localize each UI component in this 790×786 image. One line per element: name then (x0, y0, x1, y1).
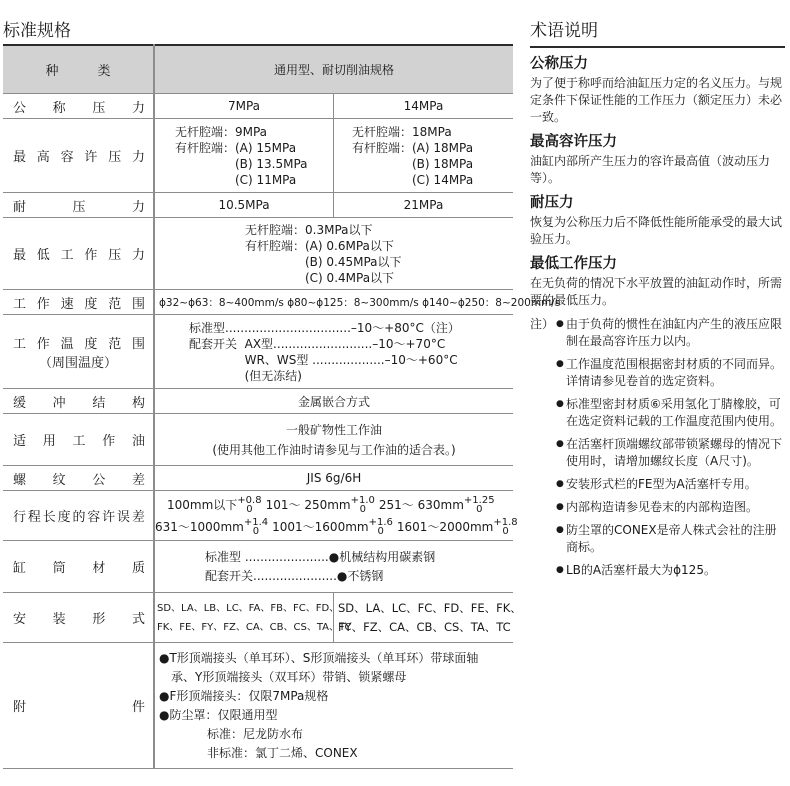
thread-tolerance-value: JIS 6g/6H (154, 466, 513, 491)
row-label-char: 范 (108, 336, 122, 352)
row-label-char: 称 (52, 100, 66, 116)
note-item (530, 436, 785, 470)
tolerance-lower: 0 (476, 504, 483, 515)
row-label-char: 工 (72, 434, 86, 449)
note-item (530, 522, 785, 556)
nominal-7mpa: 7MPa (154, 94, 334, 119)
row-label-char: 力 (131, 100, 145, 116)
note-text: 在活塞杆顶端螺纹部带锁紧螺母的情况下使用时，请增加螺纹长度（A尺寸)。 (566, 437, 783, 468)
bullet-icon: ● (556, 319, 564, 329)
term-description: 油缸内部所产生压力的容许最高值（波动压力等）。 (530, 154, 771, 185)
note-item (530, 476, 785, 493)
text-line: FY、FZ、CA、CB、CS、TA、TC (338, 619, 511, 634)
stroke-range: 1001～1600mm (272, 519, 369, 534)
row-label-char: 件 (131, 700, 145, 715)
row-label (3, 608, 153, 627)
text-line: 标准型.................................–10～+80°C（注） (189, 320, 460, 335)
row-min-pressure (3, 218, 513, 290)
row-label-char: 差 (131, 510, 145, 525)
row-label-char: 误 (117, 510, 131, 525)
row-label (3, 557, 153, 576)
nominal-14mpa: 14MPa (334, 94, 514, 119)
tolerance-fraction (493, 518, 517, 536)
row-stroke-tolerance (3, 491, 513, 541)
term-name: 公称压力 (530, 56, 588, 72)
row-cushion (3, 389, 513, 414)
note-text: LB的A活塞杆最大为ϕ125。 (566, 563, 716, 577)
row-label-char: 最 (13, 248, 27, 263)
mounting-7mpa (154, 593, 352, 643)
stroke-tolerance-item (155, 517, 269, 537)
stroke-tolerance-item (272, 517, 393, 537)
text-line: 有杆腔端：(A) 15MPa (175, 140, 297, 155)
row-accessories (3, 643, 513, 769)
tolerance-upper: +1.25 (463, 495, 495, 506)
text-line: 非标准：氯丁二烯、CONEX (159, 745, 358, 760)
tolerance-fraction (369, 518, 393, 536)
tolerance-fraction (237, 496, 261, 514)
row-tube-material (3, 541, 513, 593)
tolerance-fraction (351, 496, 375, 514)
row-label-char: 压 (108, 150, 122, 165)
bullet-icon: ● (556, 479, 564, 489)
text-line: 有杆腔端：(A) 0.6MPa以下 (245, 238, 394, 253)
row-label (3, 506, 153, 525)
row-label-char: 度 (84, 336, 98, 352)
text-line: 无杆腔端：0.3MPa以下 (245, 222, 373, 237)
text-line: ●T形顶端接头（单耳环）、S形顶端接头（单耳环）带球面轴 (159, 650, 479, 665)
row-label-char: 程 (27, 510, 41, 525)
row-label-char: 冲 (52, 395, 66, 411)
stroke-range: 251～ 630mm (378, 497, 464, 512)
note-prefix (530, 499, 556, 516)
page-title: 标准规格 (3, 21, 71, 41)
row-thread-tolerance (3, 466, 513, 491)
header-type-value: 通用型、耐切削油规格 (154, 45, 513, 94)
text-line: (C) 14MPa (352, 172, 474, 187)
row-label-char: 耐 (13, 199, 27, 215)
tolerance-lower: 0 (377, 526, 384, 537)
row-label-char: 构 (131, 395, 145, 411)
row-label (3, 196, 153, 215)
text-line: (B) 13.5MPa (175, 156, 308, 171)
text-line: (B) 0.45MPa以下 (245, 254, 402, 269)
term-name: 耐压力 (530, 195, 574, 211)
row-label-char: 装 (52, 612, 66, 627)
row-label-char: 许 (84, 150, 98, 165)
row-label-char: 筒 (52, 561, 66, 576)
row-label-char: 缸 (13, 561, 27, 576)
stroke-range: 100mm以下 (167, 497, 238, 512)
row-label-char: 压 (108, 248, 122, 263)
row-label-char: 形 (92, 612, 106, 627)
row-label-char: 缓 (13, 395, 27, 411)
tolerance-upper: +0.8 (237, 495, 262, 506)
row-temperature (3, 315, 513, 389)
row-label (3, 392, 153, 411)
text-line: FK、FE、FY、FZ、CA、CB、CS、TA、TC (157, 621, 352, 633)
tolerance-upper: +1.8 (493, 517, 518, 528)
row-label (3, 696, 153, 715)
stroke-tolerance-line (155, 516, 518, 538)
tolerance-lower: 0 (252, 526, 260, 537)
text-line: SD、LA、LC、FC、FD、FE、FK、 (338, 600, 522, 615)
tolerance-fraction (464, 496, 495, 514)
text-line: 配套开关 AX型..........................–10～+70°C (189, 336, 446, 351)
row-label-char: 作 (84, 248, 98, 263)
stroke-tolerance-item (396, 517, 518, 537)
text-line: ●防尘罩：仅限通用型 (159, 707, 278, 722)
accessories-value (154, 643, 513, 769)
row-label-char: 围 (131, 336, 145, 352)
row-label (3, 293, 153, 312)
row-label-char: 适 (13, 434, 27, 449)
max-pressure-14mpa (352, 124, 473, 188)
tolerance-lower: 0 (359, 504, 366, 515)
note-prefix (530, 522, 556, 556)
row-label-char: 低 (36, 248, 50, 263)
speed-range-value: ϕ32~ϕ63：8~400mm/s ϕ80~ϕ125：8~300mm/s ϕ140~ϕ250：8~200mm/s (154, 290, 513, 315)
oil-value (154, 414, 513, 466)
row-proof-pressure (3, 193, 513, 218)
row-label-char: 力 (131, 150, 145, 165)
row-label-char: 公 (92, 472, 106, 488)
bullet-icon: ● (556, 525, 564, 535)
row-nominal-pressure (3, 94, 513, 119)
row-label (3, 97, 153, 116)
row-max-pressure (3, 119, 513, 193)
text-line: (但无冻结) (189, 368, 302, 383)
tolerance-upper: +1.4 (243, 517, 269, 528)
row-label-char: 容 (87, 510, 101, 525)
tolerance-lower: 0 (246, 504, 253, 515)
row-label-char: 差 (131, 472, 145, 488)
row-label-char: 作 (36, 296, 50, 312)
row-label-char: 工 (13, 296, 27, 312)
stroke-tolerance-item (378, 495, 495, 515)
row-mounting (3, 593, 513, 643)
row-label-char: 范 (108, 296, 122, 312)
row-label-char: 容 (60, 150, 74, 165)
note-text: 内部构造请参见卷末的内部构造图。 (566, 500, 759, 514)
row-label-char: 螺 (13, 472, 27, 488)
bullet-icon: ● (556, 565, 564, 575)
stroke-tolerance-item (167, 495, 262, 515)
glossary-title: 术语说明 (530, 21, 785, 48)
bullet-icon: ● (556, 439, 564, 449)
row-label-char: 的 (72, 510, 86, 525)
row-label-char: 工 (60, 248, 74, 263)
text-line: 配套开关......................●不锈钢 (205, 568, 384, 583)
row-label-char: 安 (13, 612, 27, 627)
bullet-icon: ● (556, 399, 564, 409)
note-text: 由于负荷的惯性在油缸内产生的液压应限制在最高容许压力以内。 (566, 317, 783, 348)
text-line: (C) 0.4MPa以下 (245, 270, 395, 285)
row-label-char: 行 (13, 510, 27, 525)
row-label-char: 工 (13, 336, 27, 352)
tolerance-lower: 0 (502, 526, 509, 537)
stroke-tolerance-line (155, 494, 513, 516)
term-name: 最低工作压力 (530, 256, 617, 272)
min-pressure-value (245, 222, 402, 286)
row-label-char: 压 (72, 199, 86, 215)
proof-7mpa: 10.5MPa (154, 193, 334, 218)
glossary-term (530, 255, 785, 309)
row-speed-range (3, 290, 513, 315)
row-label-char: 附 (13, 700, 27, 715)
text-line: 承、Y形顶端接头（双耳环）带销、锁紧螺母 (159, 669, 407, 684)
term-description: 在无负荷的情况下水平放置的油缸动作时，所需要的最低压力。 (530, 276, 783, 307)
row-label-char: 力 (131, 199, 145, 215)
note-text: 安装形式栏的FE型为A活塞杆专用。 (566, 477, 757, 491)
row-label-char: 压 (92, 100, 106, 116)
text-line: 标准型 ......................●机械结构用碳素钢 (205, 549, 436, 564)
row-label-char: 力 (131, 248, 145, 263)
stroke-range: 101～ 250mm (265, 497, 351, 512)
note-prefix (530, 436, 556, 470)
spec-table (3, 44, 561, 769)
row-label-char: 油 (131, 434, 145, 449)
row-label-char: 围 (131, 296, 145, 312)
row-label-char: 速 (60, 296, 74, 312)
note-prefix (530, 562, 556, 579)
text-line: WR、WS型 ...................–10～+60°C (189, 352, 458, 367)
row-label-char: 结 (92, 395, 106, 411)
row-label-char: 度 (57, 510, 71, 525)
row-label-char: 最 (13, 150, 27, 165)
term-description: 为了便于称呼而给油缸压力定的名义压力。与规定条件下保证性能的工作压力（额定压力）未必一致。 (530, 76, 783, 124)
note-item (530, 356, 785, 390)
row-sublabel: （周围温度） (38, 355, 117, 371)
header-type-label: 种 类 (3, 45, 154, 94)
row-label-char: 高 (36, 150, 50, 165)
mounting-14mpa (334, 593, 522, 643)
stroke-tolerance-item (265, 495, 375, 515)
row-label-char: 公 (13, 100, 27, 116)
row-label (3, 244, 153, 263)
temperature-value (189, 320, 460, 384)
row-label-char: 材 (92, 561, 106, 576)
text-line: 无杆腔端：18MPa (352, 124, 452, 139)
text-line: 一般矿物性工作油 (285, 422, 382, 437)
cushion-value: 金属嵌合方式 (154, 389, 513, 414)
stroke-range: 1601～2000mm (396, 519, 494, 534)
note-prefix: 注） (530, 317, 555, 331)
text-line: 无杆腔端：9MPa (175, 124, 268, 139)
row-label-char: 长 (42, 510, 56, 525)
text-line: (B) 18MPa (352, 156, 474, 171)
row-label-char: 作 (102, 434, 116, 449)
row-oil (3, 414, 513, 466)
tolerance-upper: +1.0 (350, 495, 375, 506)
glossary-term (530, 194, 785, 248)
note-item (530, 499, 785, 516)
glossary-terms (530, 55, 785, 309)
note-text: 标准型密封材质⑥采用氢化丁腈橡胶，可在选定资料记载的工作温度范围内使用。 (566, 397, 783, 428)
row-label (3, 333, 153, 352)
tolerance-upper: +1.6 (368, 517, 393, 528)
max-pressure-7mpa (175, 124, 308, 188)
row-label-char: 许 (102, 510, 116, 525)
tube-material-value (205, 548, 435, 586)
glossary-notes (530, 316, 785, 579)
glossary-term (530, 55, 785, 126)
note-item (530, 316, 785, 350)
bullet-icon: ● (556, 359, 564, 369)
text-line: 有杆腔端：(A) 18MPa (352, 140, 474, 155)
tolerance-fraction (244, 518, 268, 536)
text-line: SD、LA、LB、LC、FA、FB、FC、FD、 (157, 602, 340, 614)
note-prefix (530, 396, 556, 430)
row-label (3, 146, 153, 165)
term-description: 恢复为公称压力后不降低性能所能承受的最大试验压力。 (530, 215, 783, 246)
row-label-char: 作 (36, 336, 50, 352)
text-line: ●F形顶端接头：仅限7MPa规格 (159, 688, 329, 703)
text-line: (C) 11MPa (175, 172, 297, 187)
row-label-char: 质 (131, 561, 145, 576)
note-text: 防尘罩的CONEX是帝人株式会社的注册商标。 (566, 523, 777, 554)
table-header-row (3, 45, 513, 94)
proof-14mpa: 21MPa (334, 193, 514, 218)
note-prefix (530, 356, 556, 390)
row-label-char: 纹 (52, 472, 66, 488)
row-label (3, 469, 153, 488)
note-text: 工作温度范围根据密封材质的不同而异。详情请参见卷首的选定资料。 (566, 357, 783, 388)
term-name: 最高容许压力 (530, 134, 617, 150)
row-label-char: 式 (131, 612, 145, 627)
note-prefix (530, 476, 556, 493)
text-line: (使用其他工作油时请参见与工作油的适合表。) (212, 442, 456, 457)
text-line: 标准：尼龙防水布 (159, 726, 304, 741)
row-label-char: 度 (84, 296, 98, 312)
stroke-tolerance-value (154, 491, 518, 541)
row-label-char: 温 (60, 336, 74, 352)
glossary-panel (530, 21, 785, 585)
note-item (530, 562, 785, 579)
glossary-term (530, 133, 785, 187)
stroke-range: 631～1000mm (155, 519, 244, 534)
row-label (3, 430, 153, 449)
bullet-icon: ● (556, 502, 564, 512)
row-label-char: 用 (42, 434, 56, 449)
note-item (530, 396, 785, 430)
